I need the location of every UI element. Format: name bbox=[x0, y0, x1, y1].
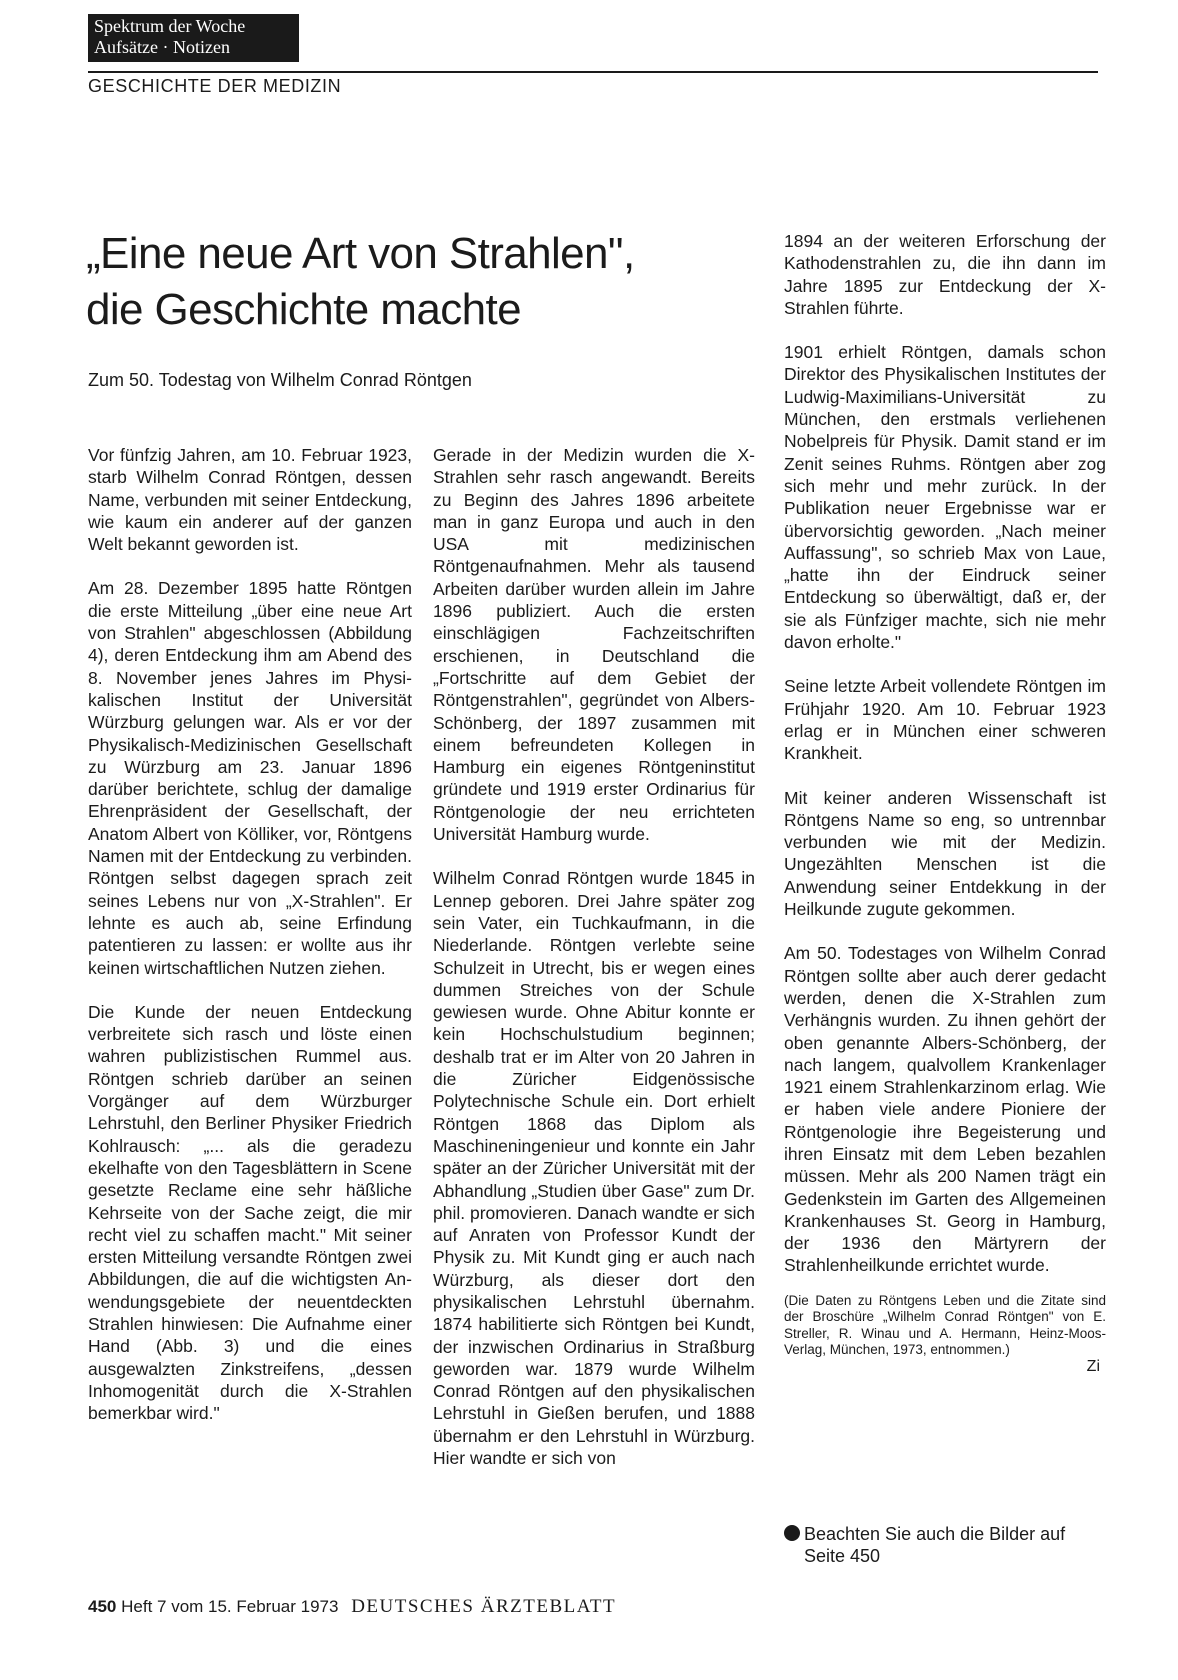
top-rule bbox=[88, 71, 1098, 73]
headline-line1: „Eine neue Art von Strahlen", bbox=[86, 229, 635, 278]
source-credits bbox=[784, 1293, 1106, 1376]
picture-notice bbox=[784, 1523, 1106, 1567]
subheadline: Zum 50. Todestag von Wilhelm Conrad Röntgen bbox=[88, 370, 472, 390]
article-column-2 bbox=[433, 444, 755, 1491]
paragraph: Am 50. Todestages von Wilhelm Conrad Röntgen sollte aber auch derer gedacht werden, denen die X-Strahlen zum Verhängnis wurden. Zu ihnen gehört der oben genannte Albers-Schönberg, der nach langem, qualvollem Krankenlager 1921 einem Strahlenkarzinom erlag. Wie er haben viele andere Pioniere der Röntgenologie ihre Begeisterung und ihren Einsatz mit dem Leben bezahlen müssen. Mehr als 200 Namen trägt ein Gedenkstein im Garten des Allgemeinen Krankenhauses St. Georg in Hamburg, der 1936 den Märtyrern der Strahlenheilkunde errichtet wurde. bbox=[784, 943, 1106, 1276]
paragraph: Die Kunde der neuen Entdeckung verbreitete sich rasch und löste einen wahren publizistischen Rummel aus. Röntgen schrieb darüber an seinen Vorgänger auf dem Würzburger Lehrstuhl, den Berliner Physiker Friedrich Kohlrausch: „... als die geradezu ekelhafte von den Tagesblättern in Scene gesetzte Reclame eine sehr häßliche Kehrseite von der Sache zeigt, die mir recht viel zu schaffen macht." Mit seiner ersten Mitteilung versandte Röntgen zwei Abbildungen, die auf die wichtigsten Anwendungsgebiete der neuentdeckten Strahlen hinwiesen: Die Aufnahme einer Hand (Abb. 3) und die eines ausgewalzten Zinkstreifens, „dessen Inhomogenität durch die X-Strahlen bemerkbar wird." bbox=[88, 1001, 412, 1424]
paragraph: Seine letzte Arbeit vollendete Röntgen im Frühjahr 1920. Am 10. Februar 1923 erlag er in München einer schweren Krankheit. bbox=[784, 676, 1106, 764]
bullet-icon bbox=[784, 1525, 800, 1541]
section-label-line1: Spektrum der Woche bbox=[94, 16, 246, 36]
paragraph: Wilhelm Conrad Röntgen wurde 1845 in Lennep geboren. Drei Jahre später zog sein Vater, ein Tuchkaufmann, in die Niederlande. Röntgen verlebte seine Schulzeit in Utrecht, bis er wegen eines dummen Streiches von der Schule gewiesen wurde. Ohne Abitur konnte er kein Hochschulstudium beginnen; deshalb trat er im Alter von 20 Jahren in die Züricher Eidgenössische Polytechnische Schule ein. Dort erhielt Röntgen 1868 das Diplom als Maschineningenieur und konnte ein Jahr später an der Züricher Universität mit der Abhandlung „Studien über Gase" zum Dr. phil. promovieren. Danach wandte er sich auf Anraten von Professor Kundt der Physik zu. Mit Kundt ging er auch nach Würzburg, als dieser dort den physikalischen Lehrstuhl übernahm. 1874 habilitierte sich Röntgen bei Kundt, der inzwischen Ordinarius in Straßburg geworden war. 1879 wurde Wilhelm Conrad Röntgen auf den physikalischen Lehrstuhl in Gießen berufen, und 1888 übernahm er den Lehrstuhl in Würzburg. Hier wandte er sich von bbox=[433, 868, 755, 1469]
picture-notice-line1: Beachten Sie auch die Bilder auf bbox=[804, 1524, 1066, 1544]
paragraph: Mit keiner anderen Wissenschaft ist Röntgens Name so eng, so untrennbar verbunden wie mit der Medizin. Ungezählten Menschen ist die Anwendung seiner Entdekkung in der Heilkunde zugute gekommen. bbox=[784, 787, 1106, 920]
headline bbox=[86, 226, 726, 338]
section-label-line2: Aufsätze · Notizen bbox=[94, 37, 230, 57]
section-label bbox=[88, 14, 299, 62]
paragraph: Am 28. Dezember 1895 hatte Röntgen die erste Mitteilung „über eine neue Art von Strahlen" abgeschlossen (Abbildung 4), deren Entdeckung ihm am Abend des 8. November jenes Jahres im Physikalischen Institut der Universität Würzburg gelungen war. Als er vor der Physikalisch-Medizinischen Gesellschaft zu Würzburg am 23. Januar 1896 darüber berichtete, schlug der damalige Ehrenpräsident der Gesellschaft, der Anatom Albert von Kölliker, vor, Röntgens Namen mit der Entdeckung zu verbinden. Röntgen selbst dagegen sprach zeit seines Lebens nur von „X-Strahlen". Er lehnte es auch ab, seine Erfindung patentieren zu lassen: er wollte aus ihr keinen wirtschaftlichen Nutzen ziehen. bbox=[88, 578, 412, 978]
issue-info: Heft 7 vom 15. Februar 1973 bbox=[121, 1597, 339, 1616]
article-column-3 bbox=[784, 230, 1106, 1375]
paragraph: Gerade in der Medizin wurden die X-Strahlen sehr rasch angewandt. Bereits zu Beginn des Jahres 1896 arbeitete man in ganz Europa und auch in den USA mit medizinischen Röntgenaufnahmen. Mehr als tausend Arbeiten darüber wurden allein im Jahre 1896 publiziert. Auch die ersten einschlägigen Fachzeitschriften erschienen, in Deutschland die „Fortschritte auf dem Gebiet der Röntgenstrahlen", gegründet von Albers-Schönberg, der 1897 zusammen mit einem befreundeten Kollegen in Hamburg ein eigenes Röntgeninstitut gründete und 1919 erster Ordinarius für Röntgenologie der neu errichteten Universität Hamburg wurde. bbox=[433, 445, 755, 845]
rubric: GESCHICHTE DER MEDIZIN bbox=[88, 76, 342, 96]
paragraph: 1894 an der weiteren Erforschung der Kathodenstrahlen zu, die ihn dann im Jahre 1895 zur Entdeckung der X-Strahlen führte. bbox=[784, 231, 1106, 318]
author-signature: Zi bbox=[1086, 1357, 1100, 1375]
page-footer bbox=[88, 1596, 616, 1618]
headline-line2: die Geschichte machte bbox=[86, 285, 521, 334]
source-credits-text: (Die Daten zu Röntgens Leben und die Zitate sind der Broschüre „Wilhelm Conrad Röntgen" von E. Streller, R. Winau und A. Hermann, Heinz-Moos-Verlag, München, 1973, entnommen.) bbox=[784, 1292, 1106, 1358]
page-number: 450 bbox=[88, 1597, 117, 1616]
paragraph: 1901 erhielt Röntgen, damals schon Direktor des Physikalischen Institutes der Ludwig-Maximilians-Universität zu München, den erstmals verliehenen Nobelpreis für Physik. Damit stand er im Zenit seines Ruhms. Röntgen aber zog sich mehr und mehr zurück. In der Publikation neuer Ergebnisse war er übervorsichtig geworden. „Nach meiner Auffassung", so schrieb Max von Laue, „hatte ihn der Eindruck seiner Entdeckung so überwältigt, daß er, der sie als Fünfziger machte, sich nie mehr davon erholte." bbox=[784, 342, 1106, 653]
paragraph: Vor fünfzig Jahren, am 10. Februar 1923, starb Wilhelm Conrad Röntgen, dessen Name, verbunden mit seiner Entdeckung, wie kaum ein anderer auf der ganzen Welt bekannt geworden ist. bbox=[88, 445, 412, 555]
magazine-name: DEUTSCHES ÄRZTEBLATT bbox=[351, 1596, 617, 1617]
picture-notice-line2: Seite 450 bbox=[804, 1546, 881, 1566]
article-column-1 bbox=[88, 444, 412, 1446]
